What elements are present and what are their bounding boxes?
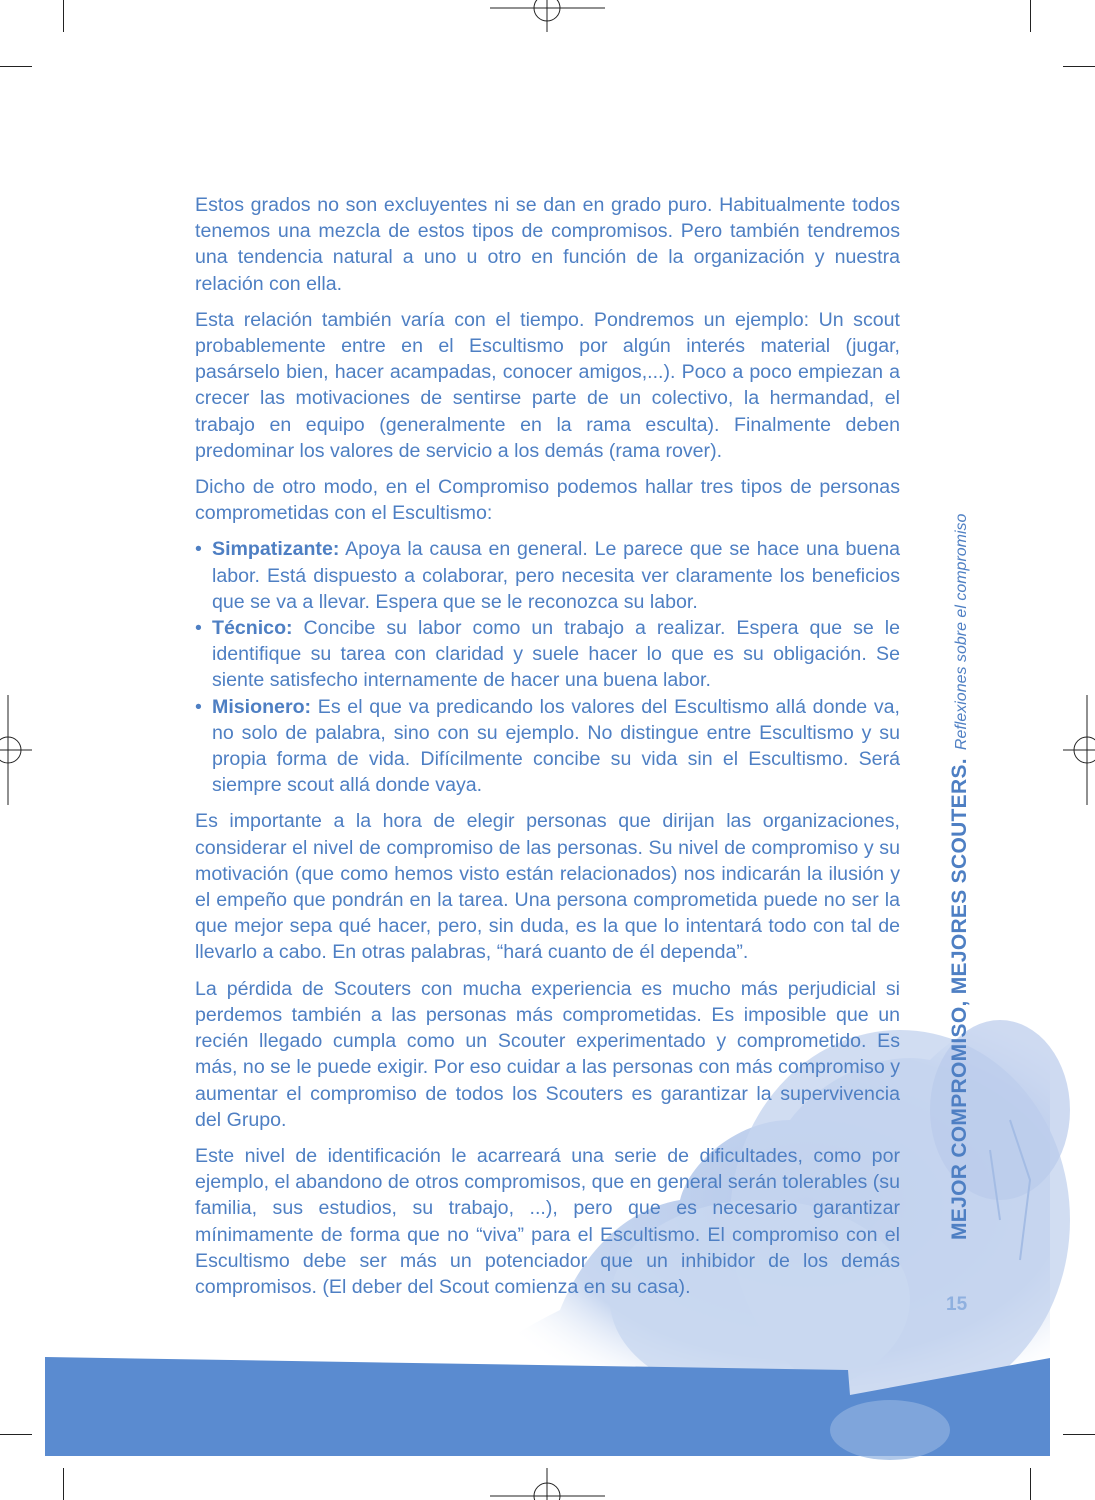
list-item bbox=[195, 694, 900, 799]
registration-mark-top bbox=[490, 0, 605, 35]
list-item bbox=[195, 536, 900, 615]
commitment-types-list bbox=[195, 536, 900, 798]
list-item-term: Técnico: bbox=[212, 617, 293, 640]
running-title bbox=[946, 514, 976, 1240]
crop-mark bbox=[1063, 1434, 1095, 1435]
paragraph: Este nivel de identificación le acarreará una serie de dificultades, como por ejemplo, el abandono de otros compromisos, que en general serán tolerables (su familia, sus estudios, su trabajo, ...), pero que es necesario garantizar mínimamente de forma que no “viva” para el Escultismo. El compromiso con el Escultismo debe ser más un potenciador que un inhibidor de los demás compromisos. (El deber del Scout comienza en su casa). bbox=[195, 1144, 900, 1298]
crop-mark bbox=[1063, 66, 1095, 67]
list-item-text: Apoya la causa en general. Le parece que se hace una buena labor. Está dispuesto a colaborar, pero necesita ver claramente los beneficios que se va a llevar. Espera que se le reconozca su labor. bbox=[212, 538, 900, 613]
registration-mark-bottom bbox=[490, 1468, 605, 1500]
crop-mark bbox=[0, 66, 32, 67]
bullet: • bbox=[195, 617, 202, 640]
list-item-text: Concibe su labor como un trabajo a realizar. Espera que se le identifique su tarea con claridad y suele hacer lo que es su obligación. Se siente satisfecho internamente de hacer una buena labor. bbox=[212, 617, 900, 692]
paragraph: Dicho de otro modo, en el Compromiso podemos hallar tres tipos de personas comprometidas con el Escultismo: bbox=[195, 476, 900, 525]
crop-mark bbox=[63, 1468, 64, 1500]
crop-mark bbox=[1030, 0, 1031, 32]
bullet: • bbox=[195, 695, 202, 718]
list-item-term: Misionero: bbox=[212, 695, 312, 718]
list-item-text: Es el que va predicando los valores del Escultismo allá donde va, no solo de palabra, sino con su ejemplo. No distingue entre Escultismo y su propia forma de vida. Difícilmente concibe su vida sin el Escultismo. Será siempre scout allá donde vaya. bbox=[212, 695, 900, 797]
page-number: 15 bbox=[946, 1294, 968, 1315]
running-title-italic: Reflexiones sobre el compromiso bbox=[953, 513, 970, 751]
crop-mark bbox=[0, 1434, 32, 1435]
list-item-term: Simpatizante: bbox=[212, 538, 340, 561]
list-item bbox=[195, 615, 900, 694]
crop-mark bbox=[63, 0, 64, 32]
registration-mark-left bbox=[0, 695, 32, 805]
bullet: • bbox=[195, 538, 202, 561]
paragraph: Es importante a la hora de elegir personas que dirijan las organizaciones, considerar el nivel de compromiso de las personas. Su nivel de compromiso y su motivación (que como hemos visto están relacionados) nos indicarán la ilusión y el empeño que pondrán en la tarea. Una persona comprometida puede no ser la que mejor sepa qué hacer, pero, sin duda, es la que lo intentará todo con tal de llevarlo a cabo. En otras palabras, “hará cuanto de él dependa”. bbox=[195, 810, 900, 964]
registration-mark-right bbox=[1063, 695, 1095, 805]
body-text bbox=[195, 192, 900, 1310]
paragraph: Estos grados no son excluyentes ni se dan en grado puro. Habitualmente todos tenemos una mezcla de estos tipos de compromisos. Pero también tendremos una tendencia natural a uno u otro en función de la organización y nuestra relación con ella. bbox=[195, 194, 900, 295]
paragraph: Esta relación también varía con el tiempo. Pondremos un ejemplo: Un scout probablemente entre en el Escultismo por algún interés material (jugar, pasárselo bien, hacer acampadas, conocer amigos,...). Poco a poco empiezan a crecer las motivaciones de sentirse parte de un colectivo, la hermandad, el trabajo en equipo (generalmente en la rama esculta). Finalmente deben predominar los valores de servicio a los demás (rama rover). bbox=[195, 308, 900, 462]
running-title-bold: MEJOR COMPROMISO, MEJORES SCOUTERS. bbox=[948, 758, 971, 1240]
crop-mark bbox=[1030, 1468, 1031, 1500]
paragraph: La pérdida de Scouters con mucha experiencia es mucho más perjudicial si perdemos también a las personas más comprometidas. Es imposible que un recién llegado cumpla como un Scouter experimentado y comprometido. Es más, no se le puede exigir. Por eso cuidar a las personas con más compromiso y aumentar el compromiso de todos los Scouters es garantizar la supervivencia del Grupo. bbox=[195, 977, 900, 1131]
